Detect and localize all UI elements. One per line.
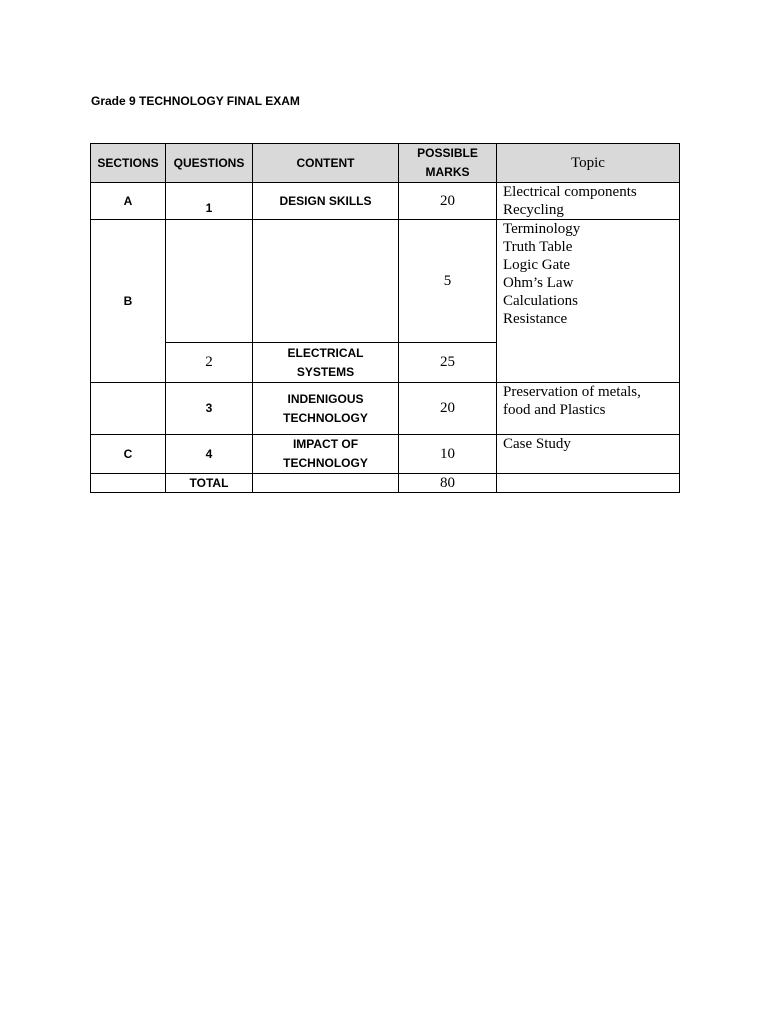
- table-row-total: [91, 474, 680, 493]
- content-electrical-systems: [253, 343, 399, 383]
- content-line: SYSTEMS: [296, 364, 355, 379]
- header-questions: QUESTIONS: [166, 144, 253, 183]
- table-row-section-a: [91, 183, 680, 220]
- marks-design-skills: 20: [399, 183, 497, 220]
- question-1-cell: 1: [166, 183, 253, 220]
- topic-item: Terminology: [503, 221, 581, 237]
- header-content: CONTENT: [253, 144, 399, 183]
- topic-indenigous: [497, 383, 680, 435]
- content-empty-cell: [253, 220, 399, 343]
- topic-item: Logic Gate: [503, 257, 571, 273]
- table-row-section-b: [91, 220, 680, 343]
- section-a-cell: A: [91, 183, 166, 220]
- question-empty-cell: [166, 220, 253, 343]
- header-topic: Topic: [497, 144, 680, 183]
- topic-item: food and Plastics: [503, 402, 606, 418]
- marks-electrical-systems: 25: [399, 343, 497, 383]
- marks-section-b: 5: [399, 220, 497, 343]
- total-empty-cell: [91, 474, 166, 493]
- topic-item: Case Study: [503, 436, 571, 452]
- total-label: TOTAL: [166, 474, 253, 493]
- exam-table: [90, 143, 680, 493]
- header-possible-marks-line1: POSSIBLE: [417, 146, 478, 160]
- header-possible-marks: [399, 144, 497, 183]
- topic-section-c: [497, 435, 680, 474]
- total-topic-empty-cell: [497, 474, 680, 493]
- topic-section-b: [497, 220, 680, 383]
- topic-item: Truth Table: [503, 239, 573, 255]
- topic-item: Electrical components: [503, 184, 637, 200]
- section-b-cell: B: [91, 220, 166, 383]
- question-3-cell: 3: [166, 383, 253, 435]
- header-possible-marks-line2: MARKS: [425, 165, 470, 179]
- content-line: ELECTRICAL: [287, 345, 364, 360]
- content-line: TECHNOLOGY: [283, 410, 368, 425]
- content-line: IMPACT OF: [292, 437, 359, 451]
- page-title: Grade 9 TECHNOLOGY FINAL EXAM: [91, 94, 300, 108]
- question-4-cell: 4: [166, 435, 253, 474]
- content-line: INDENIGOUS: [287, 391, 364, 406]
- table-row-section-c: [91, 435, 680, 474]
- table-row-indenigous: [91, 383, 680, 435]
- marks-indenigous-technology: 20: [399, 383, 497, 435]
- topic-item: Resistance: [503, 311, 568, 327]
- table-header-row: [91, 144, 680, 183]
- topic-item: Preservation of metals,: [503, 384, 641, 400]
- marks-impact-of-technology: 10: [399, 435, 497, 474]
- topic-item: Recycling: [503, 202, 564, 218]
- content-indenigous-technology: [253, 383, 399, 435]
- content-design-skills: DESIGN SKILLS: [253, 183, 399, 220]
- content-impact-of-technology: [253, 435, 399, 474]
- total-marks: 80: [399, 474, 497, 493]
- content-line: TECHNOLOGY: [283, 456, 368, 470]
- topic-section-a: [497, 183, 680, 220]
- section-empty-cell: [91, 383, 166, 435]
- section-c-cell: C: [91, 435, 166, 474]
- topic-item: Calculations: [503, 293, 578, 309]
- question-2-cell: 2: [166, 343, 253, 383]
- header-sections: SECTIONS: [91, 144, 166, 183]
- topic-item: Ohm’s Law: [503, 275, 574, 291]
- total-content-empty-cell: [253, 474, 399, 493]
